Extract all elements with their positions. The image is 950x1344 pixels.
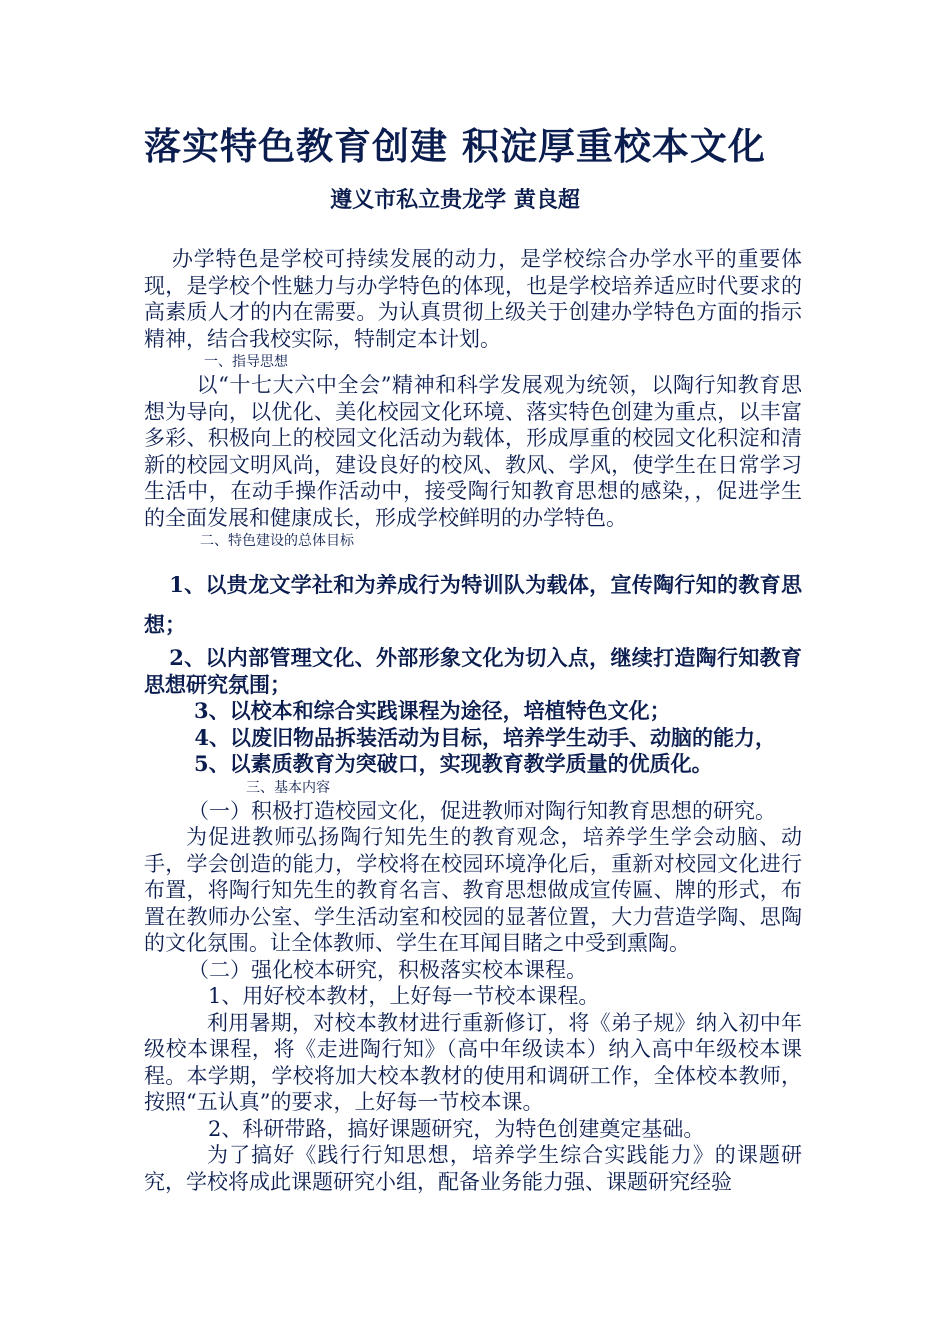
document-title: 落实特色教育创建 积淀厚重校本文化 <box>144 124 766 168</box>
document-byline: 遵义市私立贵龙学 黄良超 <box>330 187 580 213</box>
intro-paragraph: 办学特色是学校可持续发展的动力，是学校综合办学水平的重要体现，是学校个性魅力与办学特色的体现，也是学校培养适应时代要求的高素质人才的内在需要。为认真贯彻上级关于创建办学特色方面的指示精神，结合我校实际，特制定本计划。 <box>144 247 802 351</box>
goal-item: 1、以贵龙文学社和为养成行为特训队为载体，宣传陶行知的教育思想； <box>144 572 802 637</box>
goal-item: 2、以内部管理文化、外部形象文化为切入点，继续打造陶行知教育思想研究氛围； <box>144 645 802 697</box>
section-heading-overall-goals: 二、特色建设的总体目标 <box>200 533 354 549</box>
goal-item: 3、以校本和综合实践课程为途径，培植特色文化； <box>194 698 671 723</box>
document-body <box>144 246 802 1195</box>
subsection-title-school-based-research: （二）强化校本研究，积极落实校本课程。 <box>188 957 587 982</box>
item-title-textbooks: 1、用好校本教材，上好每一节校本课程。 <box>208 984 600 1008</box>
guiding-ideology-paragraph: 以“十七大六中全会”精神和科学发展观为统领，以陶行知教育思想为导向，以优化、美化校园文化环境、落实特色创建为重点，以丰富多彩、积极向上的校园文化活动为载体，形成厚重的校园文化积淀和清新的校园文明风尚，建设良好的校风、教风、学风，使学生在日常学习生活中，在动手操作活动中，接受陶行知教育思想的感染，，促进学生的全面发展和健康成长，形成学校鲜明的办学特色。 <box>144 373 802 530</box>
campus-culture-paragraph: 为促进教师弘扬陶行知先生的教育观念，培养学生学会动脑、动手，学会创造的能力，学校将在校园环境净化后，重新对校园文化进行布置，将陶行知先生的教育名言、教育思想做成宣传匾、牌的形式，布置在教师办公室、学生活动室和校园的显著位置，大力营造学陶、思陶的文化氛围。让全体教师、学生在耳闻目睹之中受到熏陶。 <box>144 825 802 955</box>
subsection-title-campus-culture: （一）积极打造校园文化，促进教师对陶行知教育思想的研究。 <box>188 798 776 823</box>
goal-item: 4、以废旧物品拆装活动为目标，培养学生动手、动脑的能力， <box>194 724 776 750</box>
research-paragraph: 为了搞好《践行行知思想，培养学生综合实践能力》的课题研究，学校将成此课题研究小组，配备业务能力强、课题研究经验 <box>144 1143 802 1194</box>
section-heading-guiding-ideology: 一、指导思想 <box>204 354 288 370</box>
item-title-research: 2、科研带路，搞好课题研究，为特色创建奠定基础。 <box>208 1116 705 1141</box>
goal-item: 5、以素质教育为突破口，实现教育教学质量的优质化。 <box>194 751 713 776</box>
textbooks-paragraph: 利用暑期，对校本教材进行重新修订，将《弟子规》纳入初中年级校本课程，将《走进陶行知》（高中年级读本）纳入高中年级校本课程。本学期，学校将加大校本教材的使用和调研工作，全体校本教师，按照“五认真”的要求，上好每一节校本课。 <box>144 1010 802 1114</box>
section-heading-basic-content: 三、基本内容 <box>246 779 330 796</box>
